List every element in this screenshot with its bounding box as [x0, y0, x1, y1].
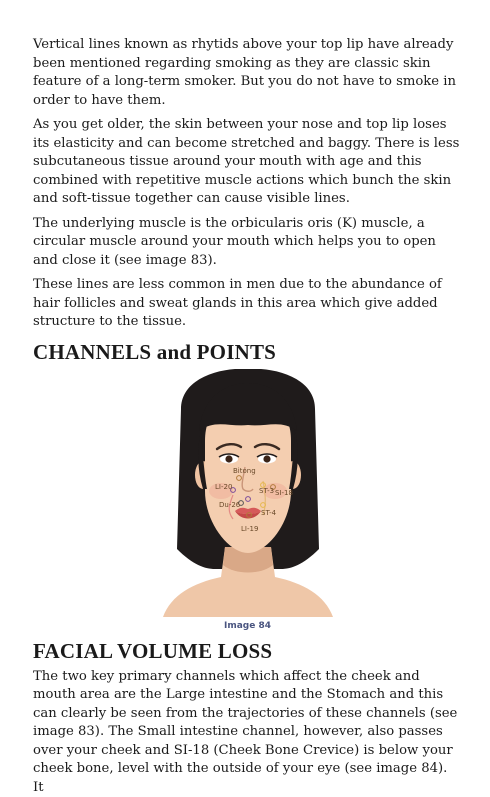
- paragraph-orbicularis: The underlying muscle is the orbicularis oris (K) muscle, a circular muscle around your mouth which helps you to open and close it (see image 83).: [33, 215, 462, 271]
- point-label-bitong: Bitong: [233, 467, 256, 475]
- point-label-si18: SI-18: [275, 489, 293, 497]
- paragraph-elasticity: As you get older, the skin between your nose and top lip loses its elasticity and can become stretched and baggy. There is less subcutaneous tissue around your mouth with age and this combined with repetitive muscle actions which bunch the skin and soft-tissue together can cause visible lines.: [33, 116, 462, 209]
- paragraph-rhytids: Vertical lines known as rhytids above your top lip have already been mentioned regarding smoking as they are classic skin feature of a long-term smoker. But you do not have to smoke in order to have them.: [33, 36, 462, 110]
- heading-facial-volume-loss: FACIAL VOLUME LOSS: [33, 639, 462, 664]
- paragraph-volume: The two key primary channels which affect the cheek and mouth area are the Large intestine and the Stomach and this can clearly be seen from the trajectories of these channels (see image 83). The Small intestine channel, however, also passes over your cheek and SI-18 (Cheek Bone Crevice) is below your cheek bone, level with the outside of your eye (see image 84). It: [33, 668, 462, 797]
- figure-caption: Image 84: [33, 621, 462, 631]
- paragraph-men: These lines are less common in men due to the abundance of hair follicles and sweat glands in this area which give added structure to the tissue.: [33, 276, 462, 332]
- face-illustration-figure: [33, 369, 462, 617]
- heading-channels-points: CHANNELS and POINTS: [33, 340, 462, 365]
- point-label-st3: ST-3: [259, 487, 274, 495]
- point-label-st4: ST-4: [261, 509, 277, 517]
- point-label-li19: LI-19: [241, 525, 258, 533]
- point-label-li20: LI-20: [215, 483, 232, 491]
- face-illustration: [163, 369, 333, 617]
- point-label-du26: Du-26: [219, 501, 241, 509]
